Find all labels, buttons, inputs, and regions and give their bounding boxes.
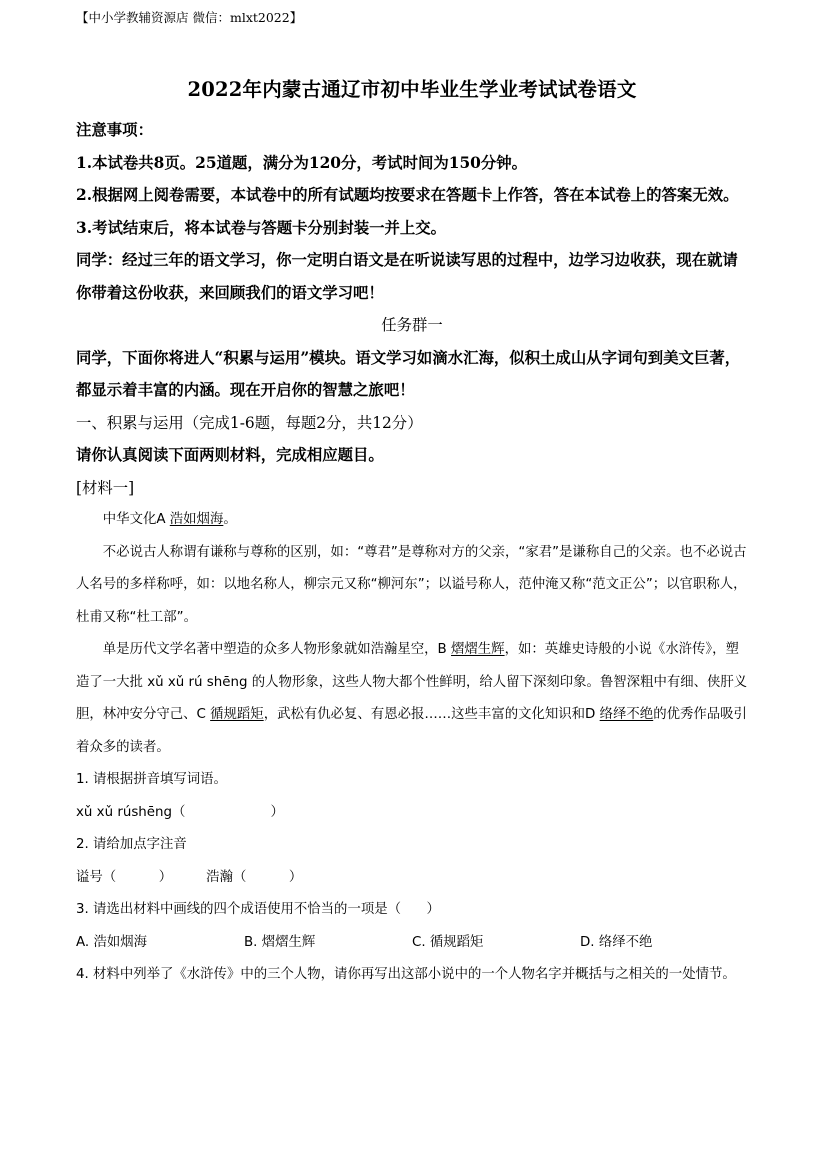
question-1: 1. 请根据拼音填写词语。	[76, 772, 227, 787]
text-span: 中华文化A	[102, 512, 170, 527]
question-3: 3. 请选出材料中画线的四个成语使用不恰当的一项是（ ）	[76, 902, 440, 917]
text-span: ，如：英雄史诗般的小说《水浒传》，塑造了一大批 xǔ xǔ rú shēng 的人物形象，这些人物大都个性鲜明，给人留下深刻印象。鲁智深粗中有细、侠肝义胆，林冲安分守己、C	[76, 642, 748, 722]
note-item-3: 3.考试结束后，将本试卷与答题卡分别封装一并上交。	[76, 218, 447, 237]
question-1-answer-line: xǔ xǔ rúshēng（ ）	[76, 804, 284, 820]
student-intro: 同学：经过三年的语文学习，你一定明白语文是在听说读写思的过程中，边学习边收获，现在就请你带着这份收获，来回顾我们的语文学习吧！	[76, 251, 738, 302]
question-3-options	[76, 927, 748, 960]
material-label: [材料一]	[76, 478, 135, 497]
question-4: 4. 材料中列举了《水浒传》中的三个人物，请你再写出这部小说中的一个人物名字并概括与之相关的一处情节。	[76, 967, 736, 982]
option-a: A. 浩如烟海	[76, 934, 147, 950]
text-span: 单是历代文学名著中塑造的众多人物形象就如浩瀚星空，B	[102, 642, 452, 657]
notes-heading: 注意事项：	[76, 121, 153, 139]
material-paragraph-1	[76, 504, 748, 537]
reading-instruction: 请你认真阅读下面两则材料，完成相应题目。	[76, 446, 384, 464]
exam-page	[76, 74, 748, 992]
text-span: 。	[223, 512, 237, 527]
underlined-idiom-b: 熠熠生辉	[451, 642, 505, 657]
task-group-title: 任务群一	[381, 316, 443, 334]
note-item-1: 1.本试卷共8页。25道题，满分为120分，考试时间为150分钟。	[76, 153, 528, 172]
source-tag: 【中小学教辅资源店 微信：mlxt2022】	[76, 10, 303, 25]
option-d: D. 络绎不绝	[580, 934, 653, 950]
underlined-idiom-a: 浩如烟海	[169, 512, 224, 527]
text-span: 的优秀作品吸引着众多的读者。	[76, 707, 747, 755]
underlined-idiom-d: 络绎不绝	[599, 707, 654, 722]
option-b: B. 熠熠生辉	[244, 934, 316, 950]
question-2-answer-line: 谥号（ ） 浩瀚（ ）	[76, 869, 303, 885]
note-item-2: 2.根据网上阅卷需要，本试卷中的所有试题均按要求在答题卡上作答，答在本试卷上的答案无效。	[76, 186, 739, 204]
option-c: C. 循规蹈矩	[412, 934, 484, 950]
task-intro: 同学，下面你将进人“积累与运用”模块。语文学习如滴水汇海，似积土成山从字词句到美文巨著，都显示着丰富的内涵。现在开启你的智慧之旅吧！	[76, 348, 741, 399]
material-one	[76, 504, 748, 764]
underlined-idiom-c: 循规蹈矩	[210, 707, 264, 722]
exam-title: 2022年内蒙古通辽市初中毕业生学业考试试卷语文	[187, 78, 637, 101]
material-paragraph-3	[76, 634, 748, 764]
question-2: 2. 请给加点字注音	[76, 837, 187, 852]
section-heading: 一、积累与运用（完成1-6题，每题2分，共12分）	[76, 413, 423, 432]
text-span: ，武松有仇必复、有恩必报……这些丰富的文化知识和D	[263, 707, 600, 722]
material-paragraph-2: 不必说古人称谓有谦称与尊称的区别，如：“尊君”是尊称对方的父亲，“家君”是谦称自己的父亲。也不必说古人名号的多样称呼，如：以地名称人，柳宗元又称“柳河东”；以谥号称人，范仲淹又称“范文正公”；以官职称人，杜甫又称“杜工部”。	[76, 544, 747, 625]
